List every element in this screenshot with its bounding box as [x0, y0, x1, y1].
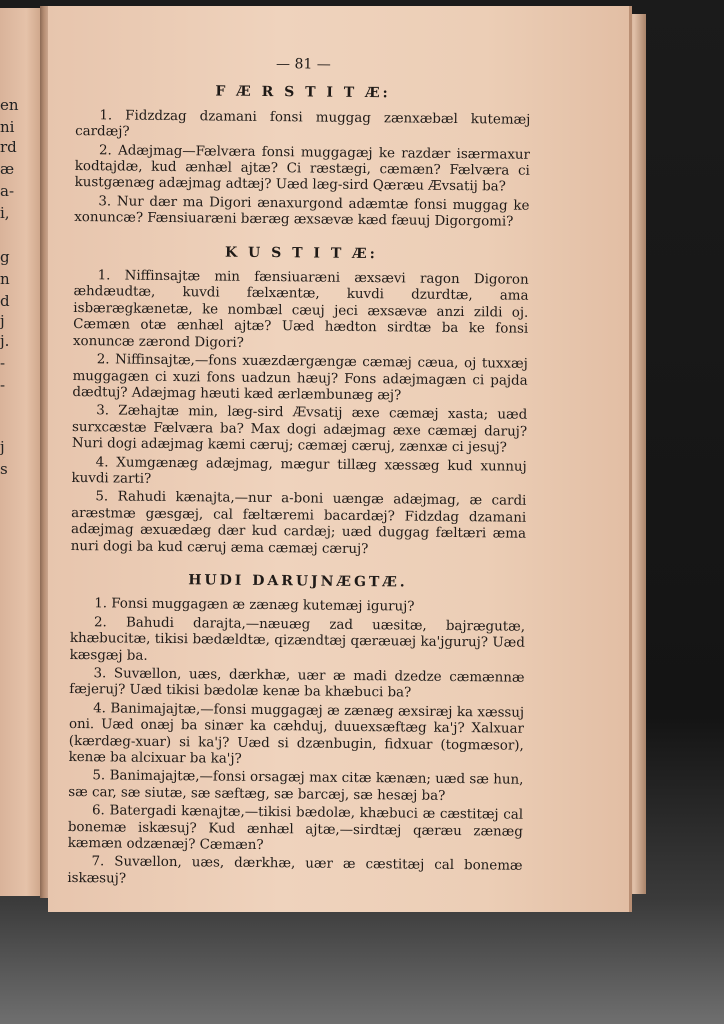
left-page-fragment: a- — [0, 182, 15, 200]
task-paragraph: 4. Xumgænæg adæjmag, mægur tillæg xæssæg kud xunnuj kuvdi zarti? — [71, 454, 527, 487]
section-heading: F Æ R S T I T Æ: — [215, 83, 391, 102]
left-page-fragment: rd — [0, 138, 17, 156]
exercise-paragraph: 3. Suvællon, uæs, dærkhæ, uær æ madi dzedze cæmænnæ fæjeruj? Uæd tikisi bædolæ kenæ ba khæbuci ba? — [69, 666, 525, 701]
left-page-fragment: i, — [0, 204, 10, 222]
left-page-fragment: - — [0, 376, 6, 394]
left-page-fragment: en — [0, 96, 19, 114]
left-page-fragment: ni — [0, 118, 15, 136]
previous-page-edge — [0, 8, 44, 896]
exercise-paragraph: 1. Fonsi muggagæn æ zænæg kutemæj iguruj? — [94, 596, 415, 615]
exercise-paragraph: 6. Batergadi kænajtæ,—tikisi bædolæ, khæbuci æ cæstitæj cal bonemæ iskæsuj? Kud ænhæl ajtæ,—sirdtæj qæræu zænæg kæmæn odzænæj? Cæmæn? — [67, 803, 524, 854]
left-page-fragment: n — [0, 270, 10, 288]
left-page-fragment: j — [0, 438, 5, 456]
left-page-fragment: j. — [0, 332, 10, 350]
question-paragraph: 3. Nur dær ma Digori ænaxurgond adæmtæ fonsi muggag ke xonuncæ? Fænsiuaræni bæræg æxsævæ kæd fæuuj Digorgomi? — [74, 194, 530, 230]
page-number: — 81 — — [275, 56, 331, 73]
exercise-paragraph: 4. Banimajajtæ,—fonsi muggagæj æ zænæg æxsiræj ka xæssuj oni. Uæd onæj ba sinær ka cæhduj, duuexsæftæg ka'j? Xalxuar (kærdæg-xuar) si ka'j? Uæd si dzænbugin, fidxuar (togmæsor), kenæ ba alcixuar ba ka'j? — [68, 701, 525, 767]
left-page-fragment: g — [0, 248, 10, 266]
task-paragraph: 5. Rahudi kænajta,—nur a-boni uængæ adæjmag, æ cardi aræstmæ gæsgæj, cal fæltæremi bacardæj? Fidzdag dzamani adæjmag æxuædæg dær kud cardæj; uæd duggag fæltæri æma nuri dogi ba kud cæruj æma cæmæj cæruj? — [70, 489, 527, 557]
left-page-fragment: j — [0, 312, 5, 330]
section-heading: HUDI DARUJNÆGTÆ. — [188, 572, 408, 591]
task-paragraph: 1. Niffinsajtæ min fænsiuaræni æxsævi ragon Digoron æhdæudtæ, kuvdi fælxæntæ, kuvdi dzurdtæ, ama isbærægkænetæ, ke nombæl cæuj jeci æxsævæ anzi zildi oj. Cæmæn otæ ænhæl ajtæ? Uæd hædton sirdtæ ba ke fonsi xonuncæ zærond Digori? — [72, 268, 529, 351]
task-paragraph: 2. Niffinsajtæ,—fons xuæzdærgængæ cæmæj cæua, oj tuxxæj muggagæn ci xuzi fons uadzun hæuj? Fons adæjmagæn ci pajda dædtuj? Adæjmag hæuti kæd ærlæmbunæg æj? — [72, 352, 528, 404]
exercise-paragraph: 5. Banimajajtæ,—fonsi orsagæj max citæ kænæn; uæd sæ hun, sæ car, sæ siutæ, sæ sæftæg, sæ barcæj, sæ hesæj ba? — [68, 768, 524, 804]
section-heading: K U S T I T Æ: — [224, 244, 378, 262]
left-page-fragment: - — [0, 354, 6, 372]
exercise-paragraph: 7. Suvællon, uæs, dærkhæ, uær æ cæstitæj cal bonemæ iskæsuj? — [67, 854, 523, 887]
left-page-fragment: d — [0, 292, 10, 310]
task-paragraph: 3. Zæhajtæ min, læg-sird Ævsatij æxe cæmæj xasta; uæd surxcæstæ Fælværa ba? Max dogi adæjmag æxe cæmæj daruj? Nuri dogi adæjmag kæmi cæruj; cæmæj cæruj, zænxæ ci jesuj? — [71, 403, 528, 456]
page-text — [67, 54, 531, 894]
question-paragraph: 1. Fidzdzag dzamani fonsi muggag zænxæbæl kutemæj cardæj? — [75, 108, 531, 140]
exercise-paragraph: 2. Bahudi darajta,—næuæg zad uæsitæ, bajrægutæ, khæbucitæ, tikisi bædældtæ, qizændtæj qæræuæj ka'jguruj? Uæd kæsgæj ba. — [69, 615, 526, 664]
question-paragraph: 2. Adæjmag—Fælværa fonsi muggagæj ke razdær isærmaxur kodtajdæ, kud ænhæl ajtæ? Ci ræstægi, cæmæn? Fælværa ci kustgænæg adæjmag adtæj? Uæd læg-sird Qæræu Ævsatij ba? — [74, 142, 531, 195]
left-page-fragment: s — [0, 460, 8, 478]
left-page-fragment: æ — [0, 160, 15, 178]
